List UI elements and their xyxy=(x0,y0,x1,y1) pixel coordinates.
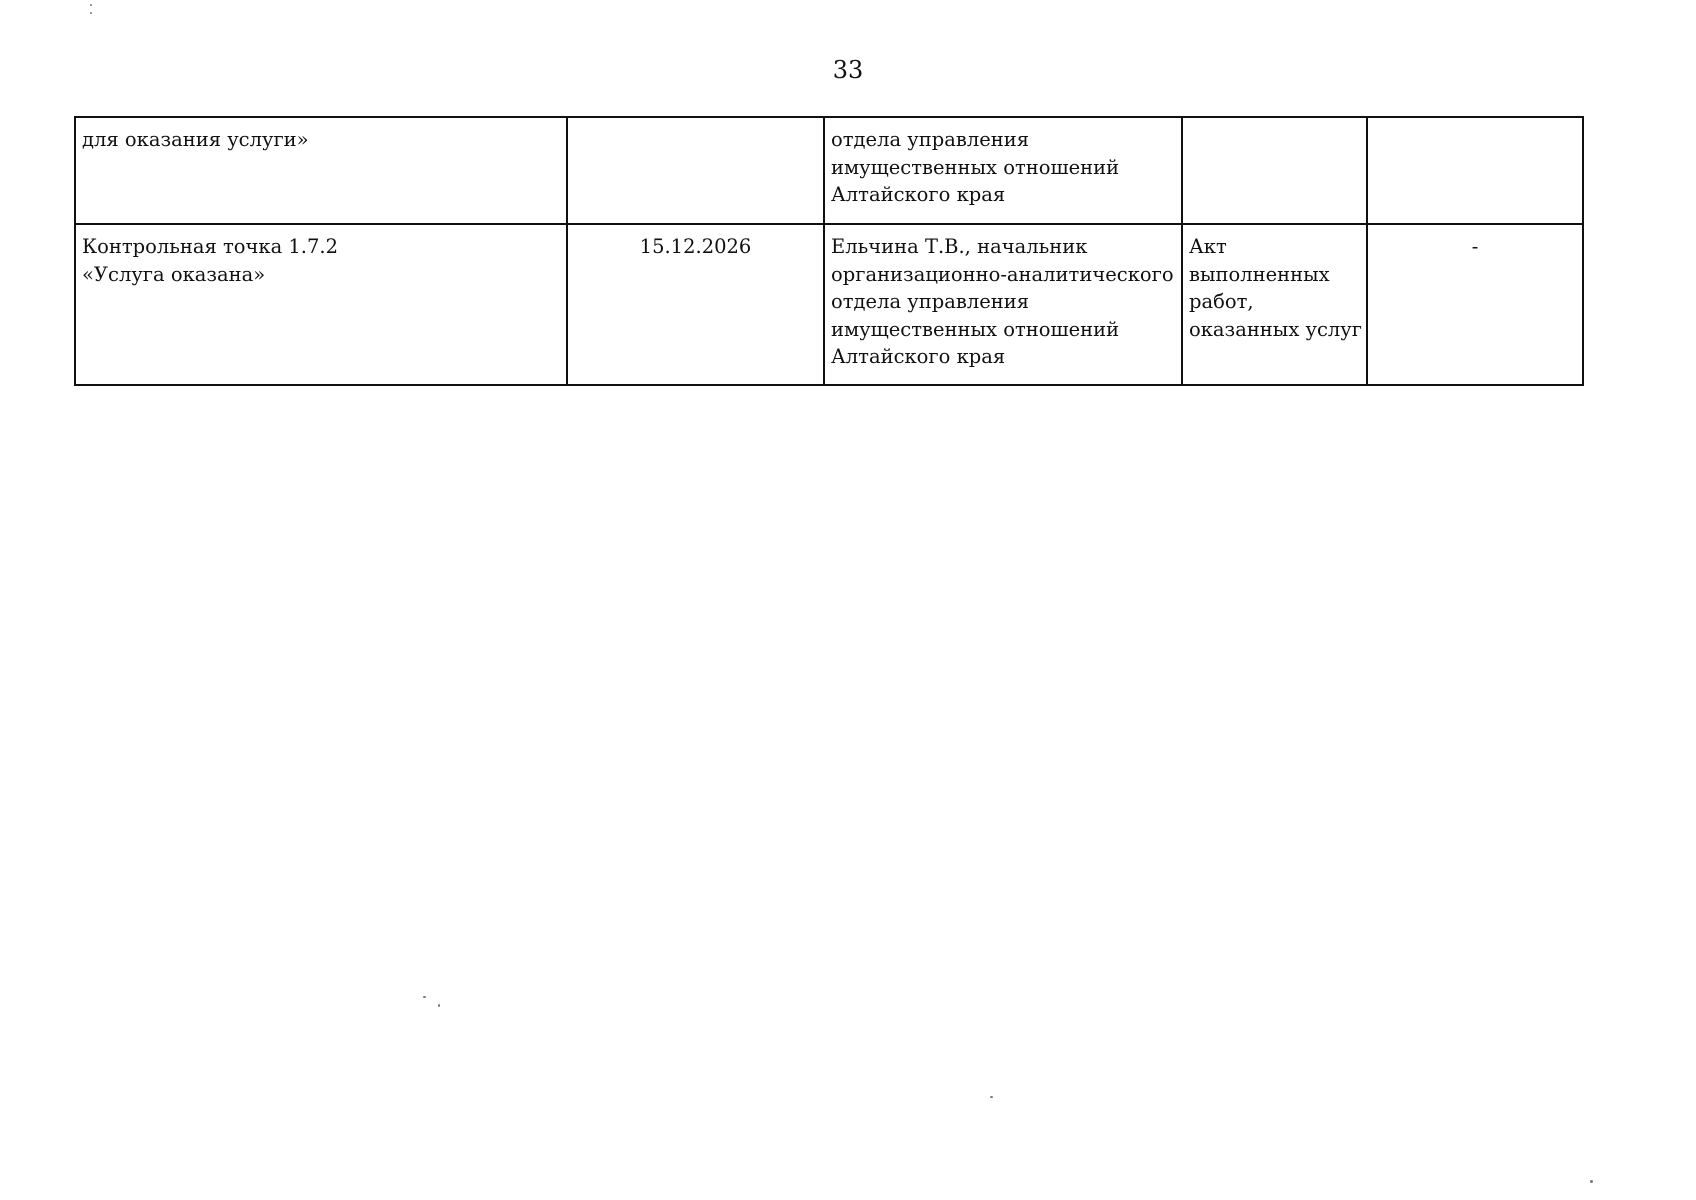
cell-control-point-name xyxy=(75,117,567,224)
scan-speck xyxy=(1590,1180,1593,1183)
cell-line: организационно-аналитического xyxy=(831,262,1174,286)
scan-speck xyxy=(438,1004,440,1007)
cell-responsible xyxy=(824,224,1182,385)
page-number: 33 xyxy=(832,56,864,84)
cell-deadline xyxy=(567,117,824,224)
cell-line: имущественных отношений xyxy=(831,317,1120,341)
cell-line: для оказания услуги» xyxy=(82,128,309,151)
cell-responsible xyxy=(824,117,1182,224)
cell-line: оказанных услуг xyxy=(1189,317,1362,341)
cell-line: выполненных xyxy=(1189,262,1330,286)
cell-line: Ельчина Т.В., начальник xyxy=(831,235,1088,258)
cell-line: Контрольная точка 1.7.2 xyxy=(82,235,339,258)
cell-extra xyxy=(1367,117,1583,224)
scan-speck xyxy=(423,996,426,998)
cell-line: имущественных отношений xyxy=(831,155,1120,179)
cell-extra: - xyxy=(1367,224,1583,385)
cell-line: отдела управления xyxy=(831,128,1030,151)
cell-line: работ, xyxy=(1189,290,1254,313)
scan-speck xyxy=(90,12,92,14)
cell-result-document xyxy=(1182,224,1367,385)
cell-deadline: 15.12.2026 xyxy=(567,224,824,385)
scan-speck xyxy=(990,1096,993,1098)
table-row xyxy=(75,224,1583,385)
cell-line: Алтайского края xyxy=(831,183,1006,206)
scan-speck xyxy=(90,4,92,6)
cell-line: «Услуга оказана» xyxy=(82,262,266,286)
cell-result-document xyxy=(1182,117,1367,224)
cell-control-point-name xyxy=(75,224,567,385)
document-table xyxy=(74,116,1584,386)
cell-line: Алтайского края xyxy=(831,345,1006,368)
cell-line: отдела управления xyxy=(831,290,1030,313)
cell-line: Акт xyxy=(1189,235,1227,258)
table-row xyxy=(75,117,1583,224)
